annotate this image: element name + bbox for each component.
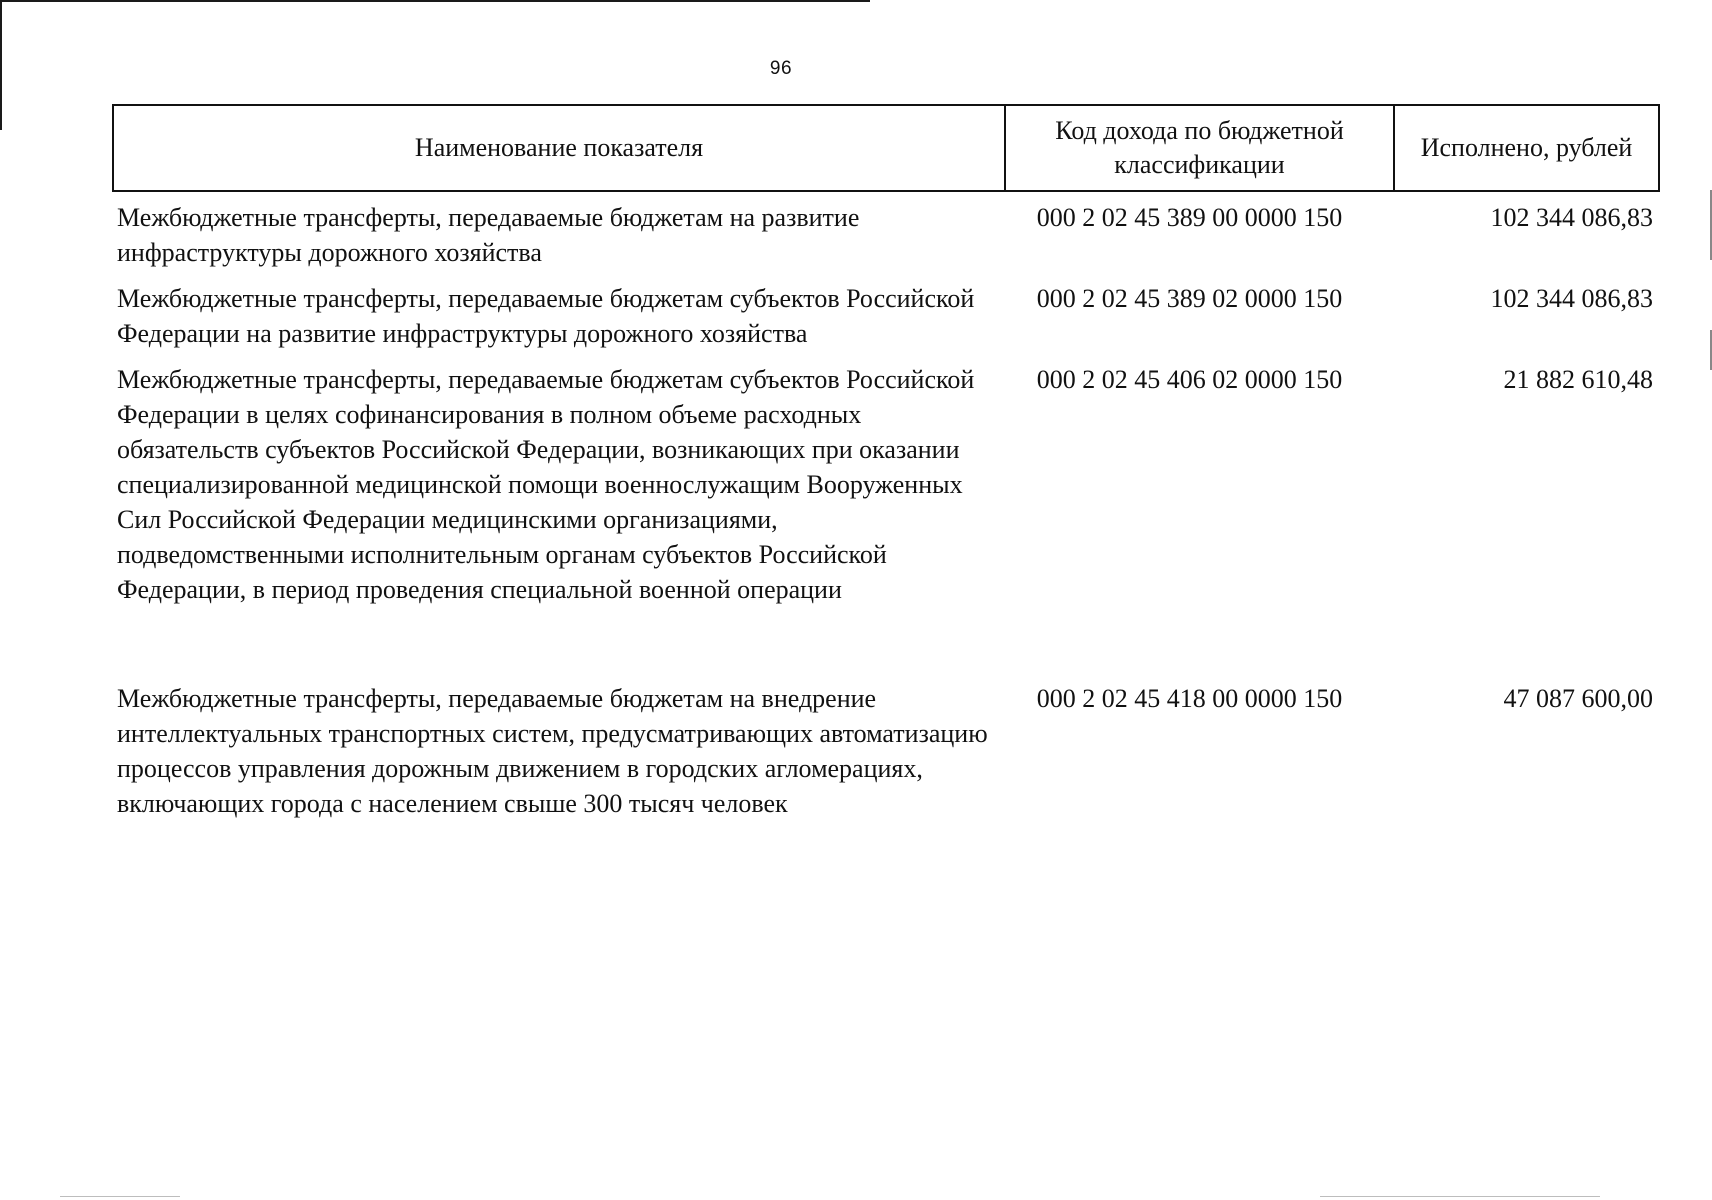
row-code: 000 2 02 45 389 02 0000 150 <box>1036 284 1343 313</box>
row-name: Межбюджетные трансферты, передаваемые бюджетам субъектов Российской Федерации на развитие инфраструктуры дорожного хозяйства <box>117 284 975 348</box>
table-row <box>113 681 1659 821</box>
row-sum: 21 882 610,48 <box>1503 365 1653 394</box>
table-header <box>113 105 1659 191</box>
scan-edge-top <box>0 0 870 2</box>
scan-noise-right <box>1320 1196 1600 1197</box>
row-code: 000 2 02 45 406 02 0000 150 <box>1036 365 1343 394</box>
table-row <box>113 362 1659 681</box>
header-sum: Исполнено, рублей <box>1394 105 1659 191</box>
scan-noise-left <box>60 1196 180 1197</box>
row-name: Межбюджетные трансферты, передаваемые бюджетам на развитие инфраструктуры дорожного хозяйства <box>117 203 860 267</box>
page-number-container <box>0 58 1712 80</box>
header-code: Код дохода по бюджетной классификации <box>1005 105 1394 191</box>
table-body <box>113 191 1659 821</box>
row-code: 000 2 02 45 389 00 0000 150 <box>1036 203 1343 232</box>
header-name: Наименование показателя <box>113 105 1005 191</box>
row-name: Межбюджетные трансферты, передаваемые бюджетам на внедрение интеллектуальных транспортных систем, предусматривающих автоматизацию процессов управления дорожным движением в городских агломерациях, включающих города с населением свыше 300 тысяч человек <box>117 684 988 818</box>
row-code: 000 2 02 45 418 00 0000 150 <box>1036 684 1343 713</box>
revenue-table <box>112 104 1660 821</box>
page-number: 96 <box>769 58 793 79</box>
row-name: Межбюджетные трансферты, передаваемые бюджетам субъектов Российской Федерации в целях софинансирования в полном объеме расходных обязательств субъектов Российской Федерации, возникающих при оказании специализированной медицинской помощи военнослужащим Вооруженных Сил Российской Федерации медицинскими организациями, подведомственными исполнительным органам субъектов Российской Федерации, в период проведения специальной военной операции <box>117 365 975 604</box>
table-row <box>113 281 1659 362</box>
table-row <box>113 191 1659 281</box>
header-row <box>113 105 1659 191</box>
row-sum: 102 344 086,83 <box>1490 284 1653 313</box>
row-sum: 102 344 086,83 <box>1490 203 1653 232</box>
row-sum: 47 087 600,00 <box>1503 684 1653 713</box>
